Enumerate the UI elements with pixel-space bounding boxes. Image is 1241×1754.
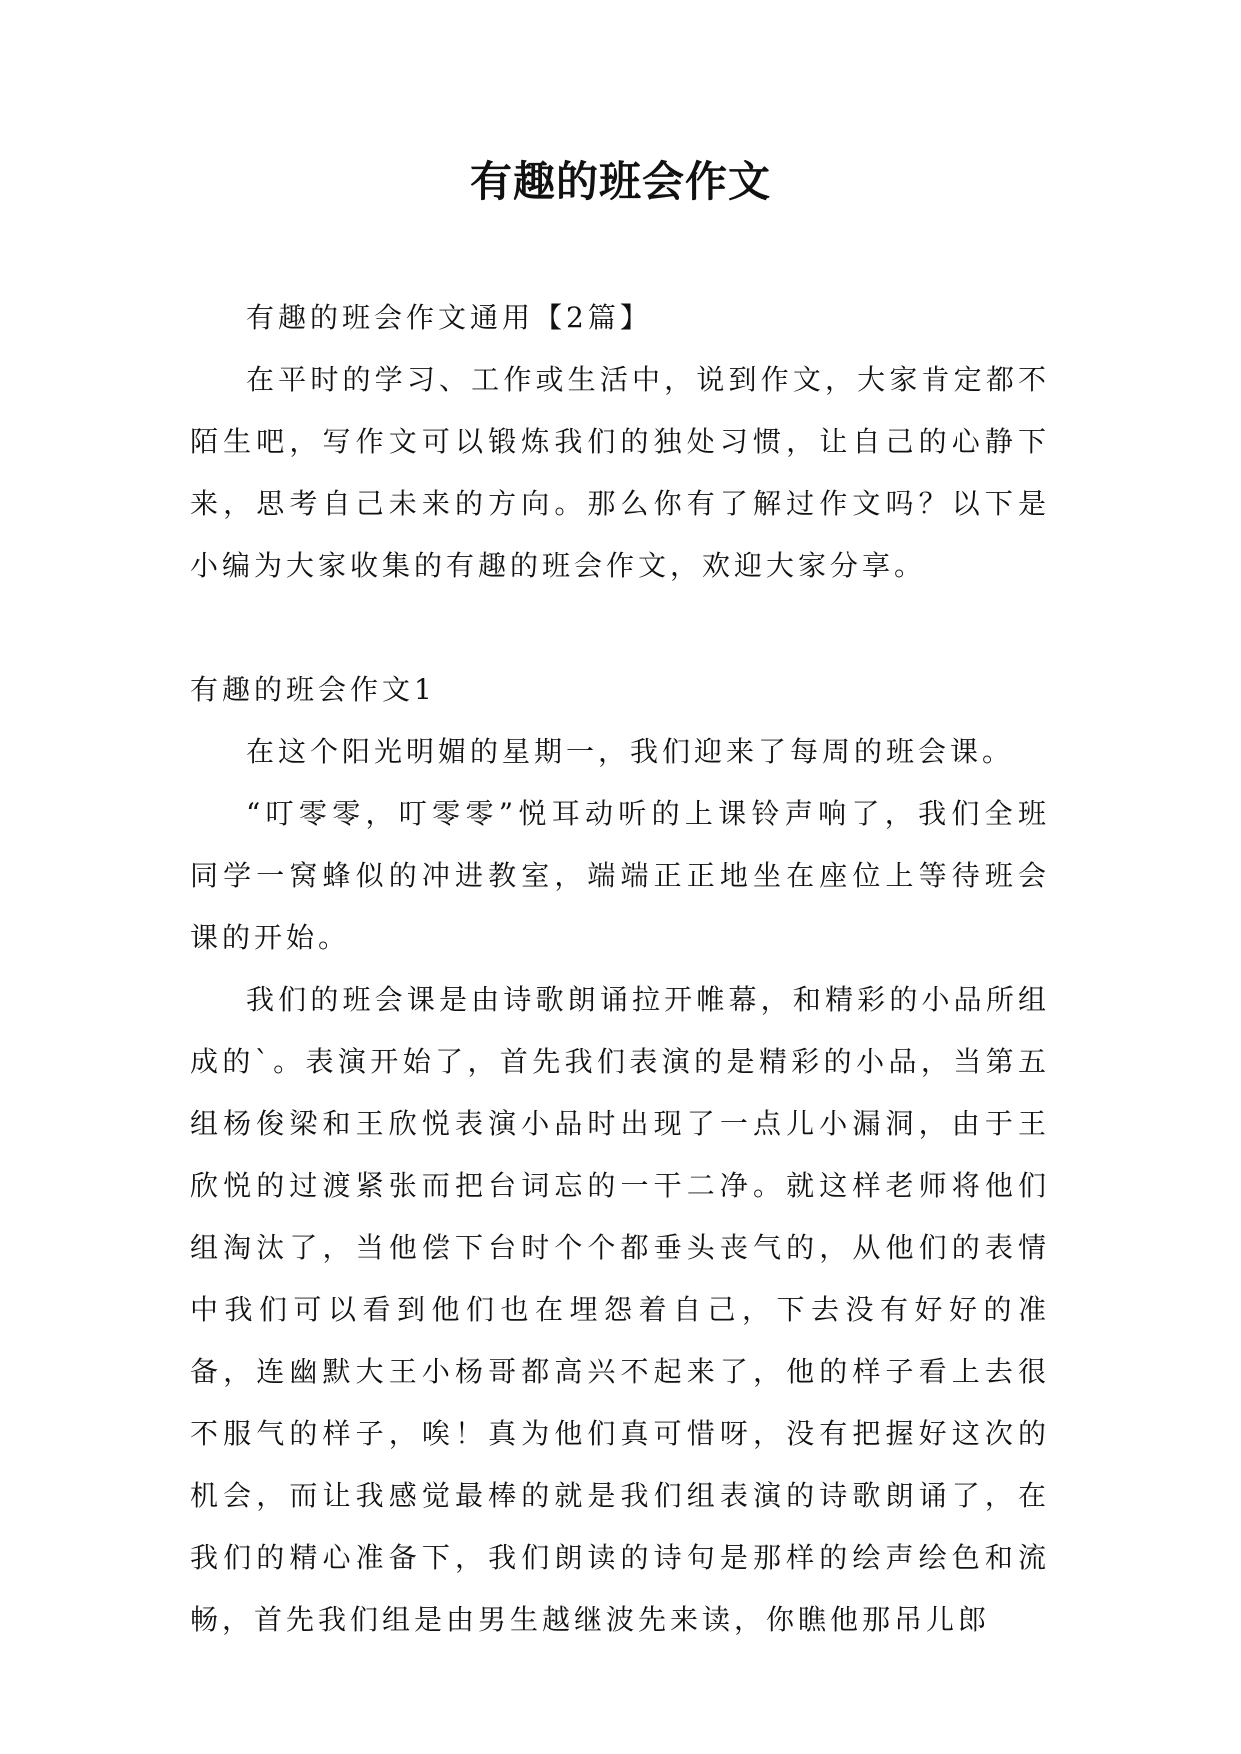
body-paragraph-2: “叮零零，叮零零”悦耳动听的上课铃声响了，我们全班同学一窝蜂似的冲进教室，端端正正地坐在座位上等待班会课的开始。 — [190, 797, 1050, 954]
section-heading: 有趣的班会作文1 — [190, 673, 436, 706]
document-subtitle: 有趣的班会作文通用【2篇】 — [246, 301, 652, 334]
paragraph-gap — [190, 597, 1050, 659]
document-body — [190, 287, 1050, 1651]
body-paragraph-1: 在这个阳光明媚的星期一，我们迎来了每周的班会课。 — [246, 735, 1015, 768]
body-paragraph-3: 我们的班会课是由诗歌朗诵拉开帷幕，和精彩的小品所组成的`。表演开始了，首先我们表演的是精彩的小品，当第五组杨俊梁和王欣悦表演小品时出现了一点儿小漏洞，由于王欣悦的过渡紧张而把台词忘的一干二净。就这样老师将他们组淘汰了，当他偿下台时个个都垂头丧气的，从他们的表情中我们可以看到他们也在埋怨着自己，下去没有好好的准备，连幽默大王小杨哥都高兴不起来了，他的样子看上去很不服气的样子，唉！真为他们真可惜呀，没有把握好这次的机会，而让我感觉最棒的就是我们组表演的诗歌朗诵了，在我们的精心准备下，我们朗读的诗句是那样的绘声绘色和流畅，首先我们组是由男生越继波先来读，你瞧他那吊儿郎 — [190, 983, 1050, 1636]
intro-paragraph: 在平时的学习、工作或生活中，说到作文，大家肯定都不陌生吧，写作文可以锻炼我们的独处习惯，让自己的心静下来，思考自己未来的方向。那么你有了解过作文吗？以下是小编为大家收集的有趣的班会作文，欢迎大家分享。 — [190, 363, 1050, 582]
document-title: 有趣的班会作文 — [469, 157, 771, 206]
